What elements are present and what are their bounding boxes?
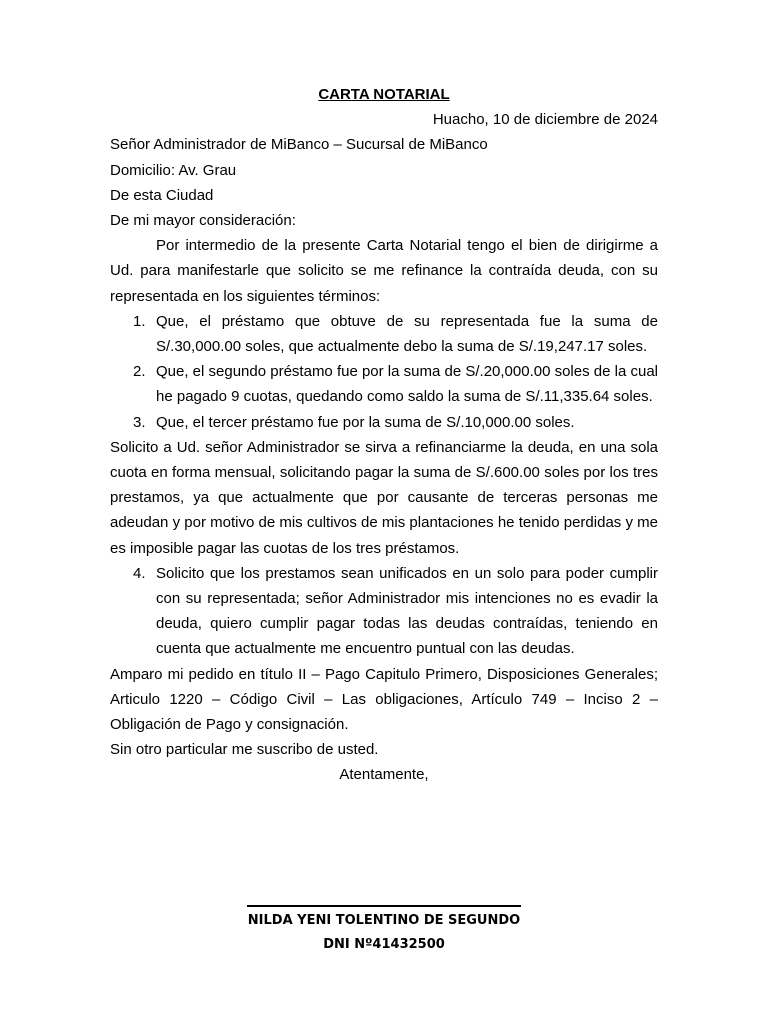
closing-line: Atentamente, [339, 766, 429, 784]
signer-name: NILDA YENI TOLENTINO DE SEGUNDO [247, 913, 521, 928]
signature-line [247, 905, 521, 907]
list-item-text: Que, el tercer préstamo fue por la suma de S/.10,000.00 soles. [156, 413, 575, 431]
terms-list-continued [110, 561, 658, 662]
list-item [110, 410, 658, 435]
legal-basis-paragraph: Amparo mi pedido en título II – Pago Capitulo Primero, Disposiciones Generales; Articulo 1220 – Código Civil – Las obligaciones, Artículo 749 – Inciso 2 – Obligación de Pago y consignación. [110, 665, 658, 734]
list-item [110, 309, 658, 359]
city-line: De esta Ciudad [110, 186, 214, 204]
signature-block [247, 905, 521, 955]
farewell-line: Sin otro particular me suscribo de usted. [110, 741, 379, 759]
intro-paragraph: Por intermedio de la presente Carta Notarial tengo el bien de dirigirme a Ud. para manifestarle que solicito se me refinance la contraída deuda, con su representada en los siguientes términos: [110, 237, 658, 305]
request-paragraph: Solicito a Ud. señor Administrador se sirva a refinanciarme la deuda, en una sola cuota en forma mensual, solicitando pagar la suma de S/.600.00 soles por los tres prestamos, ya que actualmente que por causante de terceras personas me adeudan y por motivo de mis cultivos de mis plantaciones he tenido perdidas y me es imposible pagar las cuotas de los tres préstamos. [110, 438, 658, 557]
terms-list [110, 309, 658, 435]
list-item-text: Que, el segundo préstamo fue por la suma de S/.20,000.00 soles de la cual he pagado 9 cuotas, quedando como saldo la suma de S/.11,335.64 soles. [156, 363, 658, 406]
list-item-number: 4. [133, 564, 146, 582]
list-item-number: 2. [133, 363, 146, 381]
list-item-number: 1. [133, 312, 146, 330]
letter-body [110, 82, 658, 788]
letter-title: CARTA NOTARIAL [318, 86, 450, 103]
list-item-number: 3. [133, 413, 146, 431]
list-item-text: Que, el préstamo que obtuve de su representada fue la suma de S/.30,000.00 soles, que actualmente debo la suma de S/.19,247.17 soles. [156, 312, 658, 356]
list-item [110, 561, 658, 662]
salutation: De mi mayor consideración: [110, 212, 296, 229]
place-date: Huacho, 10 de diciembre de 2024 [432, 111, 658, 129]
list-item-text: Solicito que los prestamos sean unificados en un solo para poder cumplir con su representada; señor Administrador mis intenciones no es evadir la deuda, quiero cumplir pagar todas las deudas contraídas, teniendo en cuenta que actualmente me encuentro puntual con las deudas. [156, 564, 658, 658]
list-item [110, 359, 658, 409]
recipient-line: Señor Administrador de MiBanco – Sucursal de MiBanco [110, 136, 488, 154]
address-line: Domicilio: Av. Grau [110, 161, 237, 179]
signer-id: DNI Nº41432500 [323, 937, 445, 952]
